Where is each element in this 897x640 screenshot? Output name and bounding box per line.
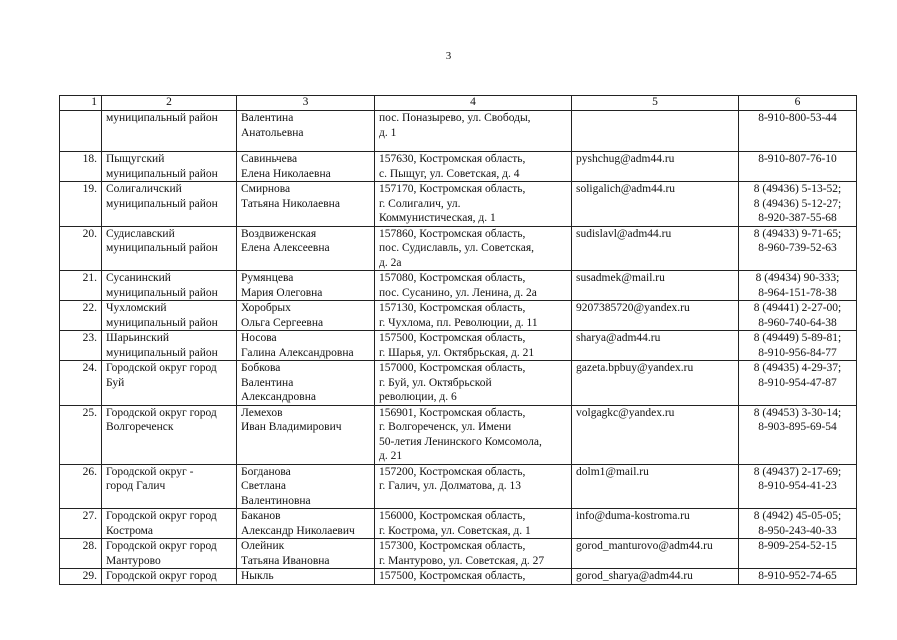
district-line: Мантурово (106, 554, 161, 567)
address-line: 157630, Костромская область, (379, 153, 526, 165)
email-cell: gazeta.bpbuy@yandex.ru (572, 361, 739, 406)
head-name-line: Бобкова (241, 362, 281, 374)
phone-cell (739, 361, 857, 406)
phone-line: 8 (49449) 5-89-81; (753, 332, 842, 344)
row-number-cell: 18. (60, 152, 102, 182)
address-line: г. Мантурово, ул. Советская, д. 27 (379, 554, 545, 567)
address-line: г. Волгореченск, ул. Имени (379, 421, 512, 433)
phone-line: 8 (4942) 45-05-05; (753, 510, 842, 522)
head-name-line: Мария Олеговна (241, 286, 323, 299)
head-name-cell (237, 509, 375, 539)
head-name-line: Лемехов (241, 406, 283, 419)
email-cell: 9207385720@yandex.ru (572, 301, 739, 331)
address-cell (375, 405, 572, 464)
head-name-line: Смирнова (241, 183, 291, 195)
address-line: г. Чухлома, пл. Революции, д. 11 (379, 316, 538, 329)
district-cell (102, 182, 237, 227)
address-line: 156901, Костромская область, (379, 406, 526, 419)
phone-line: 8-910-807-76-10 (758, 153, 837, 165)
head-name-line: Хоробрых (241, 302, 291, 314)
column-header-4: 4 (375, 96, 572, 111)
phone-cell (739, 405, 857, 464)
address-cell (375, 182, 572, 227)
head-name-line: Валентина (241, 112, 294, 124)
phone-line: 8-960-740-64-38 (758, 316, 837, 329)
district-cell (102, 361, 237, 406)
address-line: д. 1 (379, 126, 397, 139)
address-line: 156000, Костромская область, (379, 510, 526, 522)
table-row (60, 405, 857, 464)
address-cell (375, 152, 572, 182)
address-line: 157500, Костромская область, (379, 570, 526, 582)
row-number-cell (60, 111, 102, 152)
email-cell: gorod_manturovo@adm44.ru (572, 539, 739, 569)
phone-cell (739, 464, 857, 509)
head-name-line: Иван Владимирович (241, 421, 342, 433)
phone-cell (739, 539, 857, 569)
district-line: Городской округ город (106, 362, 217, 374)
head-name-line: Александр Николаевич (241, 524, 355, 537)
phone-cell (739, 226, 857, 271)
phone-line: 8-910-954-47-87 (758, 376, 837, 389)
table-row (60, 569, 857, 585)
head-name-line: Татьяна Ивановна (241, 554, 330, 567)
district-line: Городской округ - (106, 465, 194, 478)
table-header-row (60, 96, 857, 111)
district-line: Буй (106, 376, 125, 389)
column-header-3: 3 (237, 96, 375, 111)
email-cell: susadmek@mail.ru (572, 271, 739, 301)
column-header-2: 2 (102, 96, 237, 111)
district-line: Кострома (106, 524, 153, 537)
address-line: г. Буй, ул. Октябрьской (379, 376, 492, 389)
head-name-line: Галина Александровна (241, 346, 354, 359)
email-cell: info@duma-kostroma.ru (572, 509, 739, 539)
address-line: революции, д. 6 (379, 391, 457, 403)
head-name-cell (237, 405, 375, 464)
address-line: пос. Судиславль, ул. Советская, (379, 242, 534, 254)
head-name-line: Ныкль (241, 570, 274, 582)
table-row (60, 111, 857, 152)
district-line: муниципальный район (106, 197, 218, 210)
district-line: муниципальный район (106, 286, 218, 299)
district-line: Солигаличский (106, 183, 182, 195)
district-line: Городской округ город (106, 406, 217, 419)
district-line: Городской округ город (106, 540, 217, 552)
address-cell (375, 569, 572, 585)
head-name-line: Александровна (241, 391, 316, 403)
phone-cell (739, 331, 857, 361)
phone-line: 8 (49433) 9-71-65; (753, 227, 842, 240)
email-cell: volgagkc@yandex.ru (572, 405, 739, 464)
row-number-cell: 22. (60, 301, 102, 331)
column-header-6: 6 (739, 96, 857, 111)
address-cell (375, 361, 572, 406)
column-header-1: 1 (60, 96, 102, 111)
address-line: с. Пыщуг, ул. Советская, д. 4 (379, 167, 520, 180)
district-cell (102, 405, 237, 464)
district-line: Пыщугский (106, 153, 165, 165)
phone-line: 8 (49437) 2-17-69; (753, 465, 842, 478)
address-line: 50-летия Ленинского Комсомола, (379, 435, 542, 448)
email-cell (572, 111, 739, 152)
row-number-cell: 27. (60, 509, 102, 539)
head-name-line: Валентина (241, 376, 294, 389)
head-name-line: Татьяна Николаевна (241, 197, 340, 210)
phone-cell (739, 152, 857, 182)
row-number-cell: 25. (60, 405, 102, 464)
column-header-5: 5 (572, 96, 739, 111)
row-number-cell: 19. (60, 182, 102, 227)
email-cell: sharya@adm44.ru (572, 331, 739, 361)
row-number-cell: 29. (60, 569, 102, 585)
address-line: д. 21 (379, 450, 403, 462)
email-cell: pyshchug@adm44.ru (572, 152, 739, 182)
row-number-cell: 26. (60, 464, 102, 509)
head-name-cell (237, 111, 375, 152)
head-name-line: Елена Николаевна (241, 167, 331, 180)
head-name-line: Баканов (241, 510, 281, 522)
district-line: муниципальный район (106, 346, 218, 359)
head-name-line: Валентиновна (241, 494, 311, 507)
phone-line: 8 (49435) 4-29-37; (753, 362, 842, 374)
district-line: муниципальный район (106, 242, 218, 254)
address-line: д. 2а (379, 256, 402, 269)
address-line: 157860, Костромская область, (379, 227, 526, 240)
email-cell: soligalich@adm44.ru (572, 182, 739, 227)
head-name-line: Олейник (241, 540, 285, 552)
address-line: Коммунистическая, д. 1 (379, 212, 496, 224)
phone-line: 8 (49436) 5-12-27; (753, 197, 842, 210)
address-line: 157500, Костромская область, (379, 332, 526, 344)
head-name-cell (237, 539, 375, 569)
district-cell (102, 539, 237, 569)
head-name-line: Ольга Сергеевна (241, 316, 324, 329)
table-row (60, 271, 857, 301)
phone-line: 8 (49436) 5-13-52; (753, 183, 842, 195)
row-number-cell: 28. (60, 539, 102, 569)
phone-line: 8-910-956-84-77 (758, 346, 837, 359)
address-cell (375, 509, 572, 539)
phone-line: 8 (49441) 2-27-00; (753, 302, 842, 314)
head-name-cell (237, 464, 375, 509)
phone-line: 8-920-387-55-68 (758, 212, 837, 224)
contacts-table (59, 95, 857, 585)
table-row (60, 182, 857, 227)
head-name-cell (237, 331, 375, 361)
district-line: Городской округ город (106, 510, 217, 522)
email-cell: gorod_sharya@adm44.ru (572, 569, 739, 585)
head-name-line: Богданова (241, 465, 291, 478)
district-line: муниципальный район (106, 112, 218, 124)
row-number-cell: 21. (60, 271, 102, 301)
address-cell (375, 464, 572, 509)
district-cell (102, 464, 237, 509)
address-line: г. Галич, ул. Долматова, д. 13 (379, 480, 521, 492)
district-cell (102, 111, 237, 152)
phone-line: 8 (49434) 90-333; (755, 272, 840, 284)
address-cell (375, 111, 572, 152)
address-line: 157080, Костромская область, (379, 272, 526, 284)
head-name-cell (237, 271, 375, 301)
phone-cell (739, 111, 857, 152)
head-name-cell (237, 301, 375, 331)
email-cell: dolm1@mail.ru (572, 464, 739, 509)
phone-cell (739, 182, 857, 227)
district-cell (102, 301, 237, 331)
address-line: 157200, Костромская область, (379, 465, 526, 478)
address-line: г. Солигалич, ул. (379, 197, 461, 210)
phone-line: 8-960-739-52-63 (758, 242, 837, 254)
row-number-cell: 24. (60, 361, 102, 406)
address-line: 157300, Костромская область, (379, 540, 526, 552)
head-name-line: Светлана (241, 480, 286, 492)
address-line: 157000, Костромская область, (379, 362, 526, 374)
phone-line: 8-903-895-69-54 (758, 421, 837, 433)
address-cell (375, 301, 572, 331)
district-line: Волгореченск (106, 421, 174, 433)
district-line: муниципальный район (106, 316, 218, 329)
address-cell (375, 539, 572, 569)
head-name-cell (237, 152, 375, 182)
email-cell: sudislavl@adm44.ru (572, 226, 739, 271)
table-row (60, 152, 857, 182)
address-cell (375, 271, 572, 301)
district-cell (102, 226, 237, 271)
table-row (60, 331, 857, 361)
district-line: Чухломский (106, 302, 167, 314)
district-cell (102, 569, 237, 585)
address-line: 157170, Костромская область, (379, 183, 526, 195)
head-name-line: Румянцева (241, 272, 294, 284)
district-cell (102, 509, 237, 539)
table-row (60, 301, 857, 331)
address-line: пос. Поназырево, ул. Свободы, (379, 112, 531, 124)
phone-line: 8-910-800-53-44 (758, 112, 837, 124)
head-name-line: Савиньчева (241, 153, 298, 165)
address-line: г. Кострома, ул. Советская, д. 1 (379, 524, 531, 537)
head-name-line: Анатольевна (241, 126, 304, 139)
district-cell (102, 271, 237, 301)
head-name-line: Носова (241, 332, 277, 344)
table-row (60, 361, 857, 406)
district-cell (102, 331, 237, 361)
district-cell (102, 152, 237, 182)
phone-cell (739, 509, 857, 539)
phone-line: 8-909-254-52-15 (758, 540, 837, 552)
district-line: Городской округ город (106, 570, 217, 582)
phone-cell (739, 271, 857, 301)
phone-line: 8-910-954-41-23 (758, 480, 837, 492)
head-name-cell (237, 569, 375, 585)
table-row (60, 539, 857, 569)
head-name-cell (237, 226, 375, 271)
page-number: 3 (445, 50, 452, 62)
phone-line: 8 (49453) 3-30-14; (753, 406, 842, 419)
table-row (60, 464, 857, 509)
table-row (60, 509, 857, 539)
table-body (60, 96, 857, 585)
address-line: пос. Сусанино, ул. Ленина, д. 2а (379, 286, 537, 299)
phone-cell (739, 569, 857, 585)
address-cell (375, 331, 572, 361)
row-number-cell: 23. (60, 331, 102, 361)
district-line: город Галич (106, 480, 166, 492)
phone-line: 8-910-952-74-65 (758, 570, 837, 582)
head-name-cell (237, 361, 375, 406)
phone-line: 8-950-243-40-33 (758, 524, 837, 537)
address-cell (375, 226, 572, 271)
district-line: муниципальный район (106, 167, 218, 180)
address-line: г. Шарья, ул. Октябрьская, д. 21 (379, 346, 535, 359)
phone-line: 8-964-151-78-38 (758, 286, 837, 299)
head-name-line: Елена Алексеевна (241, 242, 330, 254)
phone-cell (739, 301, 857, 331)
table-row (60, 226, 857, 271)
district-line: Сусанинский (106, 272, 171, 284)
head-name-cell (237, 182, 375, 227)
district-line: Шарьинский (106, 332, 170, 344)
district-line: Судиславский (106, 227, 175, 240)
row-number-cell: 20. (60, 226, 102, 271)
head-name-line: Воздвиженская (241, 227, 317, 240)
address-line: 157130, Костромская область, (379, 302, 526, 314)
